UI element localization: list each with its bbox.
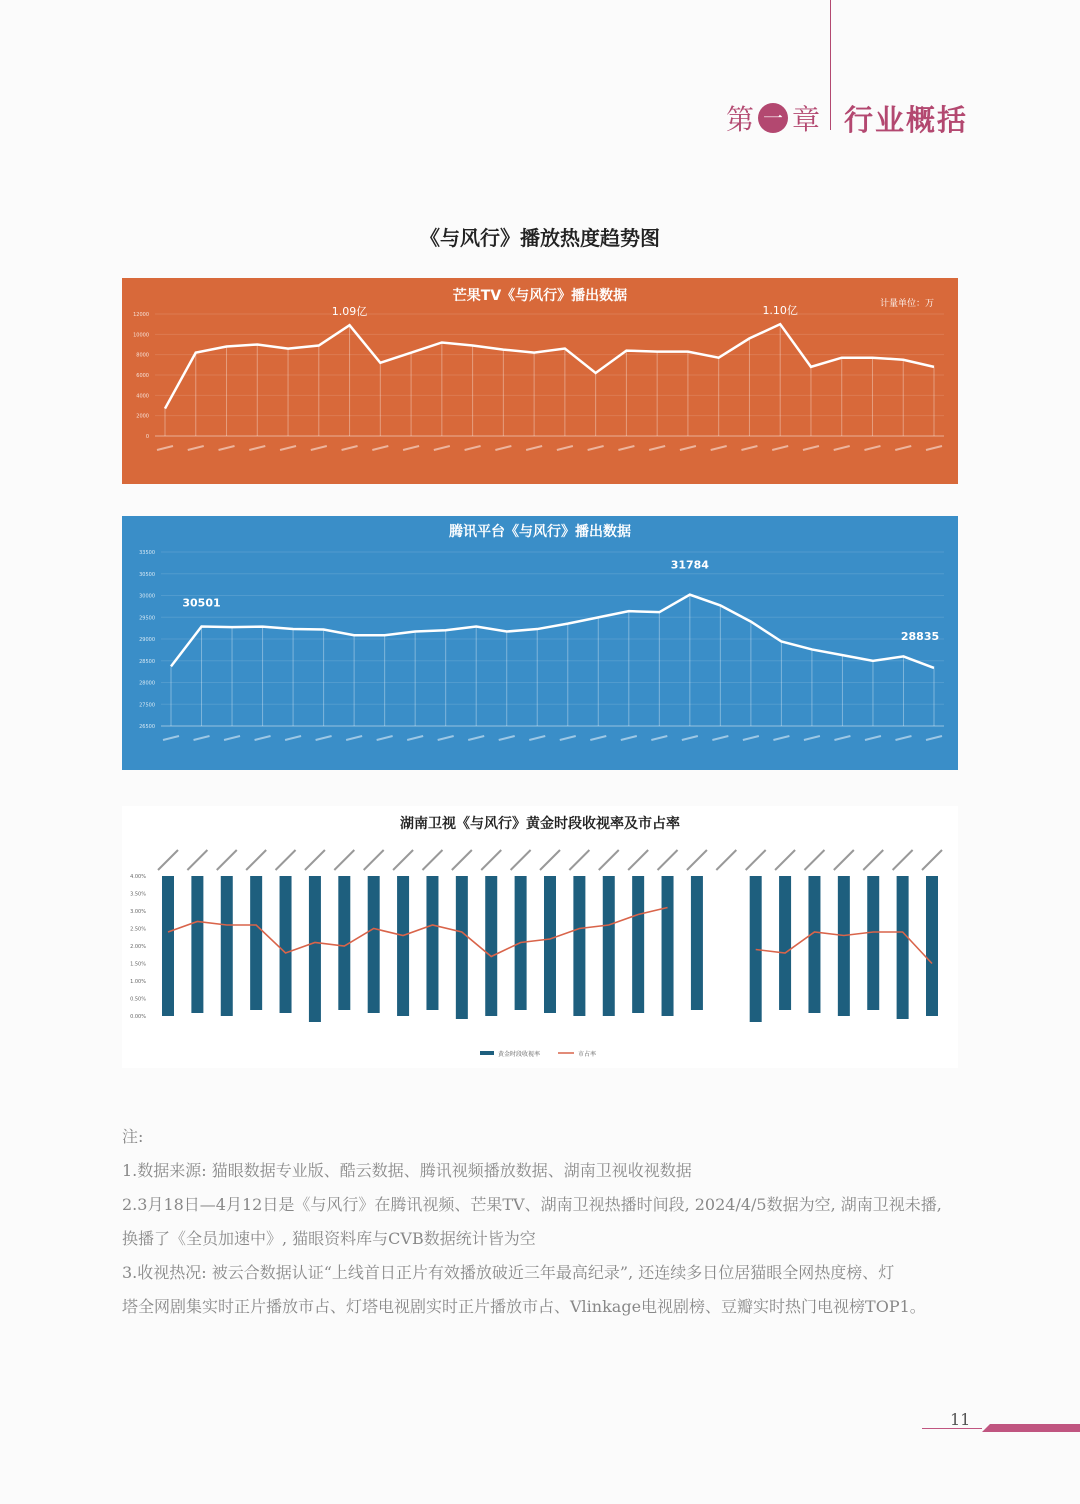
note-line-4: 3.收视热况: 被云合数据认证“上线首日正片有效播放破近三年最高纪录”, 还连续多日位居猫眼全网热度榜、灯 <box>122 1263 895 1282</box>
note-line-3: 换播了《全员加速中》, 猫眼资料库与CVB数据统计皆为空 <box>122 1229 536 1248</box>
y-tick-label: 0 <box>145 434 149 440</box>
notes-block <box>122 1120 982 1324</box>
annotation-end: 28835 <box>900 629 940 643</box>
bar <box>632 876 644 1013</box>
chart-background <box>122 806 958 1068</box>
bar <box>280 876 292 1013</box>
bar <box>897 876 909 1019</box>
y-tick-label: 28000 <box>139 680 155 687</box>
y-tick-label: 2.00% <box>130 944 146 950</box>
y-tick-label: 28500 <box>139 658 155 665</box>
y-tick-label: 2000 <box>136 413 149 420</box>
y-tick-label: 30500 <box>139 571 155 578</box>
y-tick-label: 8000 <box>136 352 149 359</box>
y-tick-label: 12000 <box>133 312 149 318</box>
y-tick-label: 27500 <box>139 702 155 709</box>
tencent-chart <box>122 516 958 770</box>
page-title: 《与风行》播放热度趋势图 <box>420 226 660 250</box>
bar <box>926 876 938 1016</box>
header-divider <box>830 0 831 130</box>
y-tick-label: 0.00% <box>130 1014 146 1020</box>
legend-line-label: 市占率 <box>578 1051 597 1058</box>
y-tick-label: 2.50% <box>130 926 146 933</box>
page-number-bar <box>982 1424 1080 1432</box>
y-tick-label: 1.00% <box>130 979 146 985</box>
note-line-2: 2.3月18日—4月12日是《与风行》在腾讯视频、芒果TV、湖南卫视热播时间段, 2024/4/5数据为空, 湖南卫视未播, <box>122 1195 942 1214</box>
notes-heading: 注: <box>122 1127 144 1146</box>
chapter-title: 行业概括 <box>844 103 969 137</box>
bar <box>397 876 409 1016</box>
bar <box>544 876 556 1013</box>
y-tick-label: 0.50% <box>130 996 146 1003</box>
bar <box>867 876 879 1010</box>
annotation-peak: 31784 <box>670 558 709 572</box>
bar <box>368 876 380 1013</box>
bar <box>808 876 820 1013</box>
y-tick-label: 3.00% <box>130 909 146 915</box>
bar <box>221 876 233 1016</box>
chart-background <box>122 278 958 484</box>
annotation-peak-2: 1.10亿 <box>762 304 798 318</box>
bar <box>250 876 262 1010</box>
y-tick-label: 33500 <box>139 550 155 556</box>
bar <box>426 876 438 1010</box>
y-tick-label: 10000 <box>133 332 149 339</box>
note-line-1: 1.数据来源: 猫眼数据专业版、酷云数据、腾讯视频播放数据、湖南卫视收视数据 <box>122 1161 692 1180</box>
bar <box>779 876 791 1010</box>
chapter-suffix: 章 <box>792 103 821 136</box>
y-tick-label: 30000 <box>139 593 155 600</box>
y-tick-label: 3.50% <box>130 891 146 898</box>
y-tick-label: 29500 <box>139 615 155 622</box>
bar <box>603 876 615 1016</box>
chart-title: 湖南卫视《与风行》黄金时段收视率及市占率 <box>400 816 680 832</box>
y-tick-label: 26500 <box>139 724 155 730</box>
annotation-start: 30501 <box>182 596 221 610</box>
chapter-number: 一 <box>758 103 788 133</box>
bar <box>485 876 497 1016</box>
y-tick-label: 4000 <box>136 393 149 400</box>
bar <box>191 876 203 1013</box>
y-tick-label: 1.50% <box>130 961 146 968</box>
note-line-5: 塔全网剧集实时正片播放市占、灯塔电视剧实时正片播放市占、Vlinkage电视剧榜、豆瓣实时热门电视榜TOP1。 <box>122 1297 926 1316</box>
annotation-peak-1: 1.09亿 <box>331 305 368 319</box>
hunan-tv-chart <box>122 806 958 1068</box>
bar <box>162 876 174 1016</box>
bar <box>456 876 468 1019</box>
y-tick-label: 6000 <box>136 373 149 379</box>
unit-note: 计量单位：万 <box>879 299 934 309</box>
y-tick-label: 29000 <box>139 637 155 643</box>
chapter-label <box>726 98 820 138</box>
legend-bar-label: 黄金时段收视率 <box>498 1051 541 1058</box>
page-number: 11 <box>950 1410 971 1429</box>
bar <box>573 876 585 1016</box>
bar <box>838 876 850 1016</box>
chart-background <box>122 516 958 770</box>
mango-tv-chart <box>122 278 958 484</box>
bar <box>750 876 762 1022</box>
bar <box>662 876 674 1016</box>
y-tick-label: 4.00% <box>130 874 146 880</box>
legend-bar-swatch <box>480 1051 494 1055</box>
chart-title: 腾讯平台《与风行》播出数据 <box>449 524 631 540</box>
bar <box>691 876 703 1010</box>
chapter-prefix: 第 <box>726 103 755 136</box>
bar <box>309 876 321 1022</box>
chart-title: 芒果TV《与风行》播出数据 <box>452 288 628 304</box>
